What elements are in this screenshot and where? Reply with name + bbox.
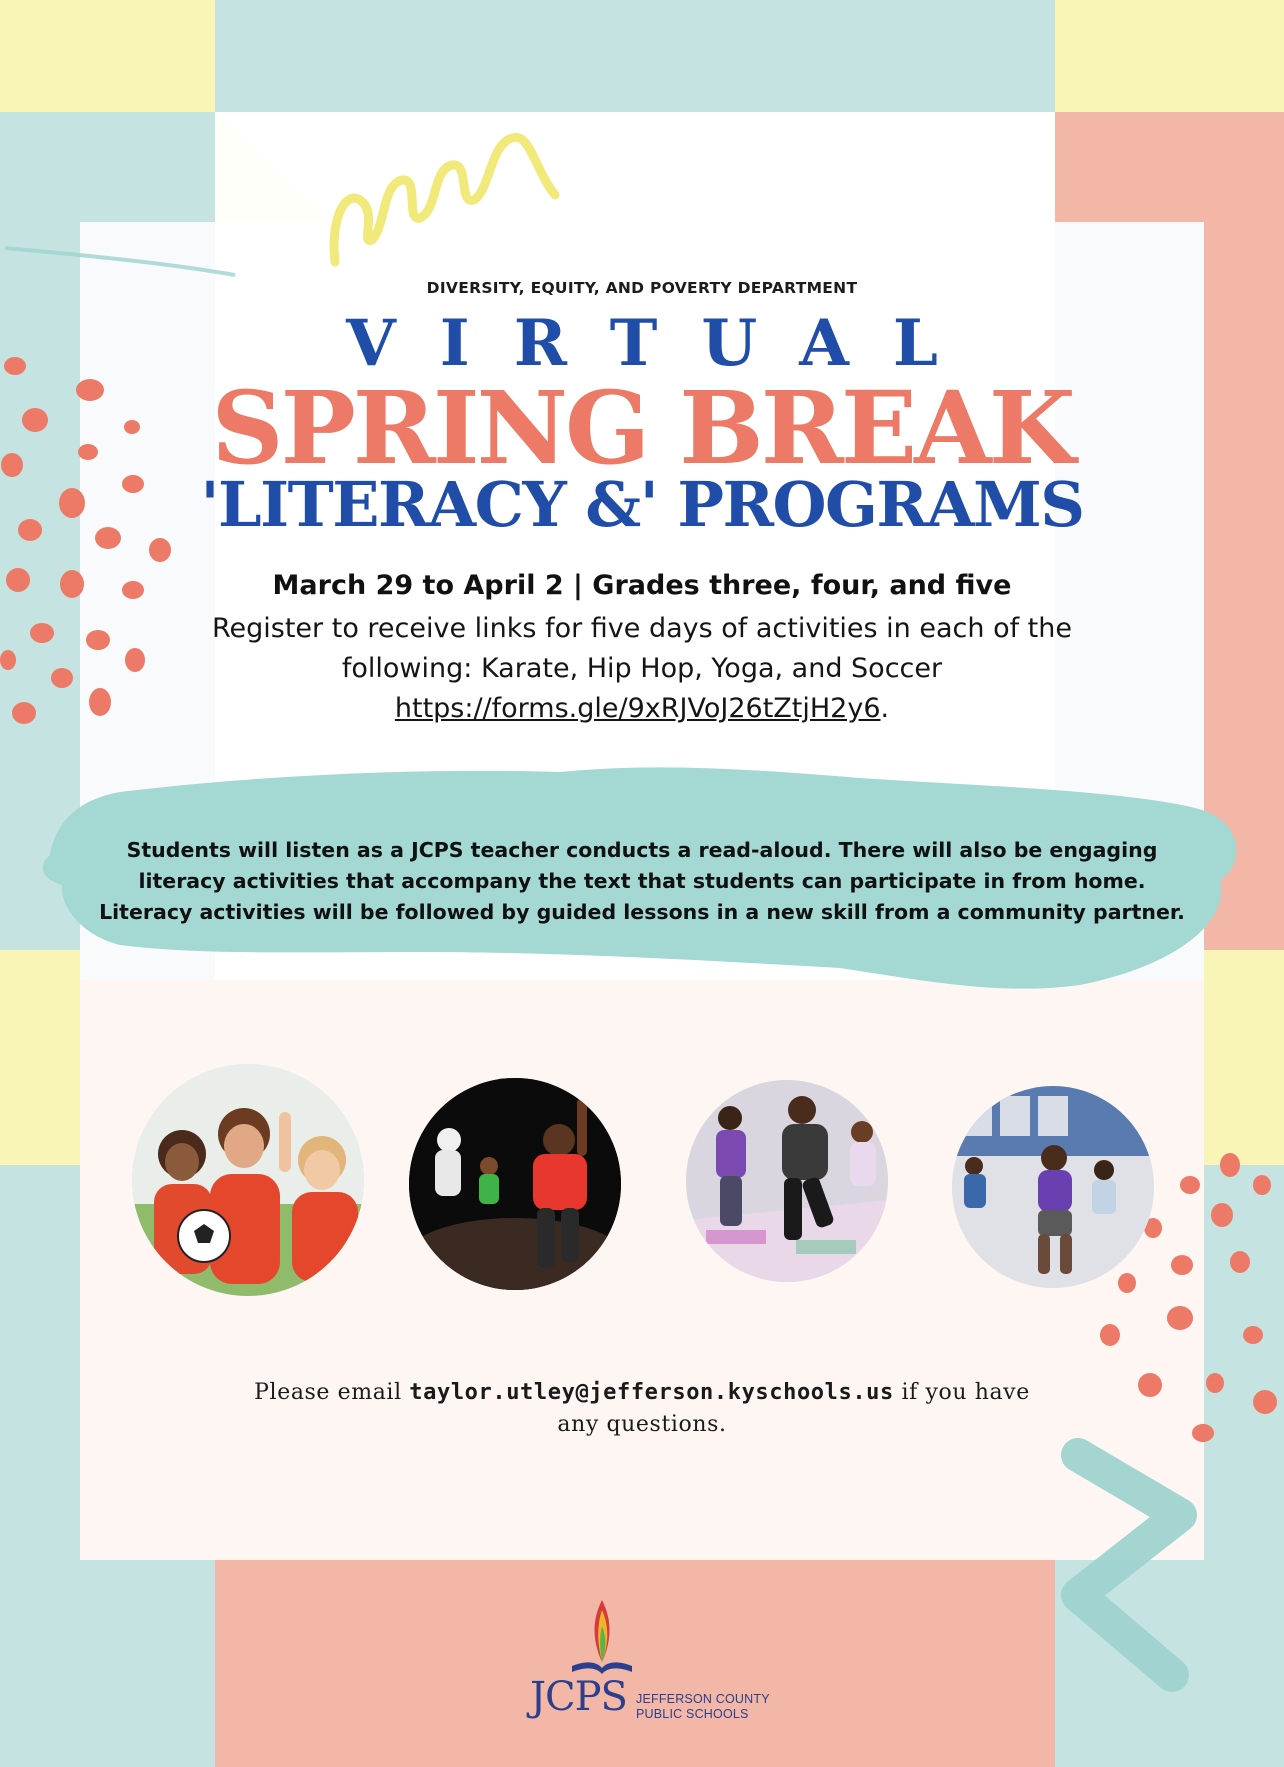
jcps-logo-acronym: JCPS	[530, 1674, 627, 1720]
register-description	[190, 609, 1094, 729]
register-text: Register to receive links for five days of activities in each of the following: Karate, Hip Hop, Yoga, and Soccer	[211, 613, 1072, 684]
karate-photo-illustration	[686, 1080, 888, 1282]
karate-photo	[686, 1080, 888, 1282]
hip-hop-photo-illustration	[409, 1078, 621, 1290]
contact-prefix: Please email	[254, 1380, 410, 1405]
title-virtual: VIRTUAL	[346, 306, 982, 381]
yoga-photo	[952, 1086, 1154, 1288]
dates-grades: March 29 to April 2 | Grades three, four, and five	[272, 570, 1012, 601]
jcps-flame-icon	[562, 1600, 642, 1680]
jcps-logo-name-line1: JEFFERSON COUNTY	[636, 1692, 770, 1706]
jcps-logo-name-line2: PUBLIC SCHOOLS	[636, 1707, 749, 1721]
link-period: .	[880, 693, 890, 724]
registration-form-link[interactable]: https://forms.gle/9xRJVoJ26tZtjH2y6	[394, 693, 881, 724]
contact-email[interactable]: taylor.utley@jefferson.kyschools.us	[409, 1380, 894, 1405]
yoga-photo-illustration	[952, 1086, 1154, 1288]
hip-hop-photo	[409, 1078, 621, 1290]
contact-suffix: if you have any questions.	[557, 1380, 1030, 1437]
soccer-photo	[132, 1064, 364, 1296]
department-label: DIVERSITY, EQUITY, AND POVERTY DEPARTMENT	[426, 279, 858, 297]
soccer-photo-illustration	[132, 1064, 364, 1296]
title-literacy-programs: 'LITERACY &' PROGRAMS	[200, 468, 1084, 541]
program-description: Students will listen as a JCPS teacher conducts a read-aloud. There will also be engaging literacy activities that accompany the text that students can participate in from home. Literacy activities will be followed by guided lessons in a new skill from a community partner.	[99, 838, 1185, 924]
register-link-line	[190, 689, 1094, 729]
title-spring-break: SPRING BREAK	[211, 369, 1073, 487]
contact-text	[240, 1377, 1044, 1441]
